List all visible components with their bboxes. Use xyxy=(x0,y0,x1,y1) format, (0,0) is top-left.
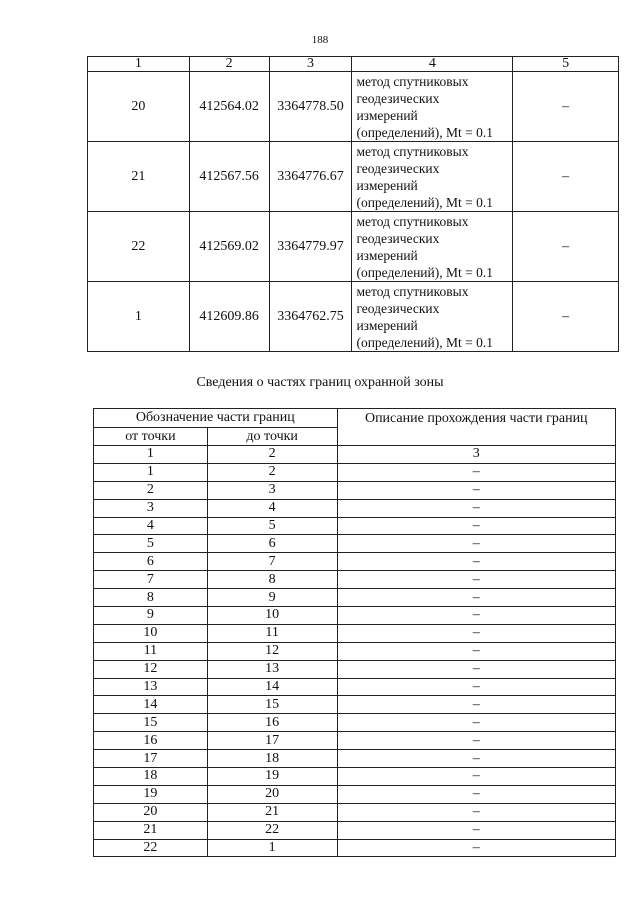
description-cell: – xyxy=(337,785,615,803)
method-cell xyxy=(352,142,513,212)
parts-header-row xyxy=(94,409,616,428)
to-point-cell: 17 xyxy=(207,732,337,750)
description-cell: – xyxy=(337,624,615,642)
description-cell: – xyxy=(337,750,615,768)
col-header-1: 1 xyxy=(88,57,190,72)
to-point-cell: 22 xyxy=(207,821,337,839)
table-row xyxy=(94,696,616,714)
to-point-cell: 9 xyxy=(207,589,337,607)
y-coordinate-cell: 3364776.67 xyxy=(269,142,352,212)
description-cell: – xyxy=(337,732,615,750)
coordinates-header-row xyxy=(88,57,619,72)
from-point-cell: 19 xyxy=(94,785,208,803)
table-row xyxy=(94,463,616,481)
description-cell: – xyxy=(337,571,615,589)
table-row xyxy=(94,768,616,786)
x-coordinate-cell: 412564.02 xyxy=(189,72,269,142)
table-row xyxy=(94,553,616,571)
coordinates-row xyxy=(88,212,619,282)
description-cell: – xyxy=(337,553,615,571)
to-point-cell: 18 xyxy=(207,750,337,768)
method-line: метод спутниковых xyxy=(356,73,469,89)
method-line: измерений xyxy=(356,247,418,263)
table-row xyxy=(94,750,616,768)
from-point-cell: 7 xyxy=(94,571,208,589)
number-cell-3: 3 xyxy=(337,446,615,464)
from-point-cell: 1 xyxy=(94,463,208,481)
method-line: геодезических xyxy=(356,230,440,246)
x-coordinate-cell: 412569.02 xyxy=(189,212,269,282)
description-cell: – xyxy=(337,463,615,481)
description-cell: – xyxy=(337,678,615,696)
from-point-cell: 2 xyxy=(94,481,208,499)
to-point-cell: 5 xyxy=(207,517,337,535)
from-point-cell: 22 xyxy=(94,839,208,857)
description-cell: – xyxy=(337,696,615,714)
table-row xyxy=(94,732,616,750)
method-line: геодезических xyxy=(356,300,440,316)
to-point-cell: 15 xyxy=(207,696,337,714)
y-coordinate-cell: 3364779.97 xyxy=(269,212,352,282)
description-cell: – xyxy=(337,821,615,839)
point-cell: 1 xyxy=(88,282,190,352)
note-cell: – xyxy=(513,212,619,282)
description-cell: – xyxy=(337,714,615,732)
boundary-parts-table xyxy=(93,408,616,857)
from-point-cell: 12 xyxy=(94,660,208,678)
table-row xyxy=(94,785,616,803)
table-row xyxy=(94,803,616,821)
number-cell-1: 1 xyxy=(94,446,208,464)
from-point-cell: 16 xyxy=(94,732,208,750)
from-point-cell: 18 xyxy=(94,768,208,786)
from-point-cell: 15 xyxy=(94,714,208,732)
point-cell: 21 xyxy=(88,142,190,212)
method-line: (определений), Mt = 0.1 xyxy=(356,264,493,280)
method-cell xyxy=(352,212,513,282)
from-point-cell: 17 xyxy=(94,750,208,768)
description-cell: – xyxy=(337,803,615,821)
number-cell-2: 2 xyxy=(207,446,337,464)
to-point-cell: 6 xyxy=(207,535,337,553)
method-line: геодезических xyxy=(356,160,440,176)
col-header-4: 4 xyxy=(352,57,513,72)
method-line: (определений), Mt = 0.1 xyxy=(356,194,493,210)
from-point-cell: 21 xyxy=(94,821,208,839)
table-row xyxy=(94,589,616,607)
to-point-cell: 3 xyxy=(207,481,337,499)
from-point-cell: 14 xyxy=(94,696,208,714)
method-line: измерений xyxy=(356,177,418,193)
coordinates-row xyxy=(88,282,619,352)
coordinates-row xyxy=(88,142,619,212)
to-point-cell: 7 xyxy=(207,553,337,571)
table-row xyxy=(94,660,616,678)
parts-number-row xyxy=(94,446,616,464)
table-row xyxy=(94,499,616,517)
coordinates-row xyxy=(88,72,619,142)
table-row xyxy=(94,607,616,625)
description-cell: – xyxy=(337,481,615,499)
table-row xyxy=(94,839,616,857)
method-line: (определений), Mt = 0.1 xyxy=(356,124,493,140)
from-point-cell: 10 xyxy=(94,624,208,642)
note-cell: – xyxy=(513,142,619,212)
table-row xyxy=(94,714,616,732)
table-row xyxy=(94,535,616,553)
to-point-cell: 1 xyxy=(207,839,337,857)
to-point-cell: 11 xyxy=(207,624,337,642)
method-line: геодезических xyxy=(356,90,440,106)
to-point-cell: 10 xyxy=(207,607,337,625)
description-cell: – xyxy=(337,607,615,625)
description-cell: – xyxy=(337,660,615,678)
table-row xyxy=(94,517,616,535)
y-coordinate-cell: 3364778.50 xyxy=(269,72,352,142)
description-cell: – xyxy=(337,642,615,660)
section-title: Сведения о частях границ охранной зоны xyxy=(196,375,444,390)
method-line: измерений xyxy=(356,317,418,333)
method-line: метод спутниковых xyxy=(356,283,469,299)
y-coordinate-cell: 3364762.75 xyxy=(269,282,352,352)
note-cell: – xyxy=(513,72,619,142)
col-header-2: 2 xyxy=(189,57,269,72)
table-row xyxy=(94,821,616,839)
from-point-cell: 13 xyxy=(94,678,208,696)
to-point-cell: 12 xyxy=(207,642,337,660)
to-point-cell: 21 xyxy=(207,803,337,821)
point-cell: 20 xyxy=(88,72,190,142)
description-cell: – xyxy=(337,589,615,607)
page-number: 188 xyxy=(311,34,329,46)
x-coordinate-cell: 412609.86 xyxy=(189,282,269,352)
to-point-cell: 16 xyxy=(207,714,337,732)
col-header-5: 5 xyxy=(513,57,619,72)
from-point-cell: 3 xyxy=(94,499,208,517)
table-row xyxy=(94,624,616,642)
description-cell: – xyxy=(337,535,615,553)
method-line: измерений xyxy=(356,107,418,123)
from-point-cell: 20 xyxy=(94,803,208,821)
method-line: метод спутниковых xyxy=(356,213,469,229)
table-row xyxy=(94,642,616,660)
from-point-cell: 4 xyxy=(94,517,208,535)
method-cell xyxy=(352,72,513,142)
to-point-cell: 8 xyxy=(207,571,337,589)
to-point-cell: 20 xyxy=(207,785,337,803)
to-point-header: до точки xyxy=(207,428,337,446)
from-point-cell: 6 xyxy=(94,553,208,571)
boundary-designation-header: Обозначение части границ xyxy=(94,409,338,428)
to-point-cell: 2 xyxy=(207,463,337,481)
point-cell: 22 xyxy=(88,212,190,282)
to-point-cell: 14 xyxy=(207,678,337,696)
description-cell: – xyxy=(337,517,615,535)
coordinates-table xyxy=(87,56,619,352)
method-cell xyxy=(352,282,513,352)
from-point-cell: 9 xyxy=(94,607,208,625)
method-line: (определений), Mt = 0.1 xyxy=(356,334,493,350)
from-point-cell: 8 xyxy=(94,589,208,607)
from-point-cell: 5 xyxy=(94,535,208,553)
from-point-header: от точки xyxy=(94,428,208,446)
note-cell: – xyxy=(513,282,619,352)
description-cell: – xyxy=(337,839,615,857)
method-line: метод спутниковых xyxy=(356,143,469,159)
table-row xyxy=(94,571,616,589)
to-point-cell: 13 xyxy=(207,660,337,678)
to-point-cell: 4 xyxy=(207,499,337,517)
to-point-cell: 19 xyxy=(207,768,337,786)
description-cell: – xyxy=(337,768,615,786)
table-row xyxy=(94,678,616,696)
table-row xyxy=(94,481,616,499)
boundary-description-header: Описание прохождения части границ xyxy=(337,409,615,446)
from-point-cell: 11 xyxy=(94,642,208,660)
x-coordinate-cell: 412567.56 xyxy=(189,142,269,212)
col-header-3: 3 xyxy=(269,57,352,72)
description-cell: – xyxy=(337,499,615,517)
